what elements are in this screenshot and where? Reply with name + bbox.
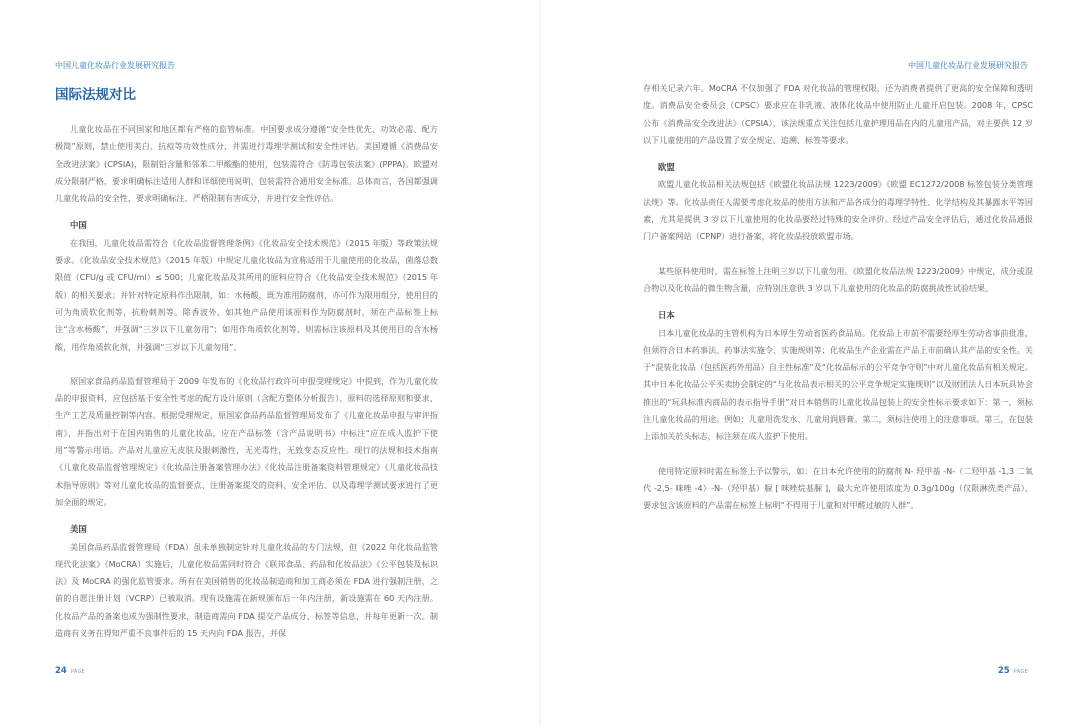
running-head-left: 中国儿童化妆品行业发展研究报告 — [55, 61, 175, 70]
right-page — [540, 0, 1080, 725]
heading-japan: 日本 — [658, 310, 675, 321]
us-paragraph-1: 美国食品药品监督管理局（FDA）虽未单独制定针对儿童化妆品的专门法规，但《2022 年化妆品监管现代化法案》（MoCRA）实施后，儿童化妆品需同时符合《联邦食品、药品和化妆品法》《公平包装及标识法》及 MoCRA 的强化监管要求。所有在美国销售的化妆品制造商和加工商必须在 FDA 进行强制注册，之前的自愿注册计划（VCRP）已被取消。现有设施需在新规颁布后一年内注册，新设施需在 60 天内注册。化妆品产品的备案也成为强制性要求，制造商需向 FDA 提交产品成分、标签等信息，并每年更新一次。制造商有义务在得知严重不良事件后的 15 天内向 FDA 报告，并保 — [55, 541, 438, 639]
eu-paragraph-2: 某些原料使用时，需在标签上注明三岁以下儿童勿用。《欧盟化妆品法规 1223/2009》中规定，成分或混合物以及化妆品的微生物含量，应特别注意供 3 岁以下儿童使用的化妆品的防腐挑战性试验结果。 — [643, 265, 1033, 293]
china-paragraph-1: 在我国，儿童化妆品需符合《化妆品监督管理条例》《化妆品安全技术规范》（2015 年版）等政策法规要求。《化妆品安全技术规范》（2015 年版）中规定儿童化妆品为宣称适用于儿童使用的化妆品，菌落总数限值（CFU/g 或 CFU/ml）≤ 500；儿童化妆品及其所用的原料应符合《化妆品安全技术规范》（2015 年版）的相关要求；并针对特定原料作出限制，如：水杨酸，既为准用防腐剂，亦可作为限用组分，使用目的可为角质软化剂等，抗粉刺剂等。除香波外，如其他产品使用该原料作为防腐剂时，须在产品标签上标注“含水杨酸”，并强调“三岁以下儿童勿用”；如用作角质软化剂等，则需标注该原料及其使用目的含水杨酸，用作角质软化剂，并强调“三岁以下儿童勿用”。 — [55, 237, 438, 352]
intro-paragraph: 儿童化妆品在不同国家和地区都有严格的监管标准。中国要求成分遵循“安全性优先、功效必需、配方极简”原则，禁止使用美白、抗痘等功效性成分，并需进行毒理学测试和安全性评估。美国遵循《消费品安全改进法案》(CPSIA)，限制铅含量和邻苯二甲酸酯的使用，包装需符合《防毒包装法案》(PPPA)。欧盟对成分限制严格，要求明确标注适用人群和详细使用说明，包装需符合通用安全标准。总体而言，各国都强调儿童化妆品的安全性，要求明确标注、严格限制有害成分，并进行安全性评估。 — [55, 124, 438, 204]
us-paragraph-continued: 存相关记录六年。MoCRA 不仅加强了 FDA 对化妆品的管理权限，还为消费者提供了更高的安全保障和透明度。消费品安全委员会（CPSC）要求应在非乳液、液体化妆品中使用防止儿童开启包装。2008 年，CPSC 公布《消费品安全改进法》（CPSIA），该法规重点关注包括儿童护理用品在内的儿童用产品，对主要供 12 岁以下儿童使用的产品设置了安全规定、追溯、标签等要求。 — [643, 83, 1033, 145]
section-title: 国际法规对比 — [55, 87, 136, 103]
page-number-right — [998, 666, 1028, 676]
japan-paragraph-1: 日本儿童化妆品的主管机构为日本厚生劳动省医药食品局。化妆品上市前不需要经厚生劳动省事前批准，但须符合日本药事法、药事法实施令、实施规则等；化妆品生产企业需在产品上市前确认其产品的安全性。关于“混装化妆品（包括医药外用品）自主性标准”及“化妆品标示的公平竞争守则”中对儿童化妆品有相关规定。其中日本化妆品公平买卖协会制定的“与化妆品表示相关的公平竞争规定实施规则”以及财团法人日本玩具协会推出的“玩具标准内商品的表示指导手册”对日本销售的儿童化妆品包装上的安全性标示要求如下：第一，须标注儿童化妆品的用途。例如：儿童用洗发水、儿童用润唇膏。第二，须标注使用上的注意事项。第三，在包装上添加关於头标志，标注须在成人监护下使用。 — [643, 327, 1033, 442]
page-number-left — [55, 666, 85, 676]
page-label: PAGE — [70, 669, 86, 675]
heading-china: 中国 — [70, 220, 87, 231]
page-label: PAGE — [1013, 669, 1028, 675]
right-column — [643, 80, 1033, 515]
china-paragraph-2: 原国家食品药品监督管理局于 2009 年发布的《化妆品行政许可申报受理规定》中提到，作为儿童化妆品的申报资料，应包括基于安全性考虑的配方设计原则（含配方整体分析报告）、原料的选择原则和要求、生产工艺及质量控制等内容。根据受理规定，原国家食品药品监督管理局发布了《儿童化妆品申报与审评指南》，并指出对于在国内销售的儿童化妆品，应在产品标签（含产品说明书）中标注“应在成人监护下使用”等警示用语。产品对儿童应无皮肤及眼刺激性，无光毒性，无致变态反应性。现行的法规和技术指南《儿童化妆品监督管理规定》《化妆品注册备案管理办法》《化妆品注册备案资料管理规定》《儿童化妆品技术指导原则》等对儿童化妆品的监督要点、注册备案提交的资料、安全评估、以及毒理学测试要求进行了更加全面的规定。 — [55, 375, 438, 507]
page-number-value: 24 — [55, 666, 67, 676]
heading-us: 美国 — [70, 524, 87, 535]
left-column — [55, 121, 438, 642]
eu-paragraph-1: 欧盟儿童化妆品相关法规包括《欧盟化妆品法规 1223/2009》《欧盟 EC1272/2008 标签包装分类管理法规》等。化妆品责任人需要考虑化妆品的使用方法和产品各成分的毒理学特性、化学结构及其暴露水平等因素，尤其是提供 3 岁以下儿童使用的化妆品要经过特殊的安全评价。经过产品安全评估后，通过化妆品通报门户备案网站（CPNP）进行备案，将化妆品投放欧盟市场。 — [643, 179, 1033, 242]
running-head-right: 中国儿童化妆品行业发展研究报告 — [908, 61, 1028, 70]
heading-eu: 欧盟 — [658, 162, 675, 173]
japan-paragraph-2: 使用特定原料时需在标签上予以警示，如：在日本允许使用的防腐剂 N- 羟甲基 -N-（二羟甲基 -1,3 二氧代 -2,5- 咪唑 -4）-N-（羟甲基）脲 [ 咪唑烷基脲 ]，最大允许使用浓度为 0.3g/100g（仅限淋洗类产品），要求包含该原料的产品需在标签上标明“不得用于儿童和对甲醛过敏的人群”。 — [643, 465, 1033, 511]
page-number-value: 25 — [997, 666, 1010, 676]
